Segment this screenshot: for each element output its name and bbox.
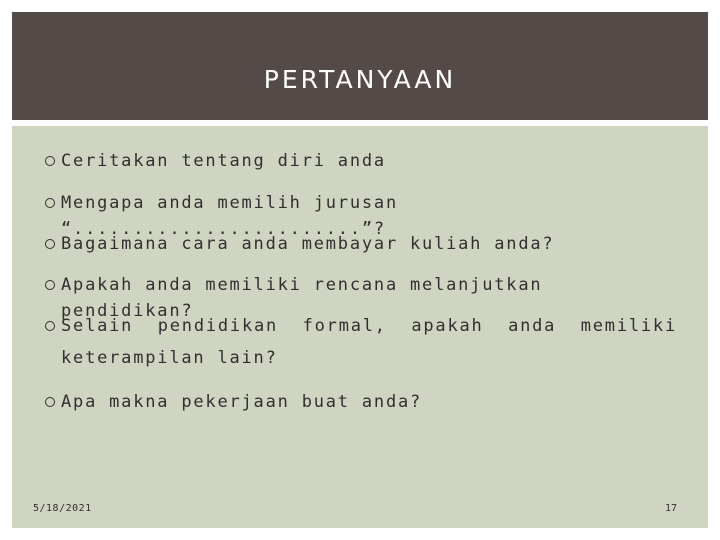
- slide-content: [12, 126, 708, 528]
- question-item: [45, 148, 685, 174]
- circle-bullet-icon: [45, 198, 55, 208]
- question-text: Bagaimana cara anda membayar kuliah anda?: [61, 234, 555, 254]
- circle-bullet-icon: [45, 280, 55, 290]
- question-text: Apakah anda memiliki rencana melanjutkan pendidikan?: [61, 275, 543, 321]
- question-text: Selain pendidikan formal, apakah anda memiliki: [61, 316, 677, 336]
- question-text: Apa makna pekerjaan buat anda?: [61, 392, 423, 412]
- slide-title: PERTANYAAN: [263, 65, 457, 94]
- circle-bullet-icon: [45, 397, 55, 407]
- slide-date: 5/18/2021: [33, 503, 92, 514]
- circle-bullet-icon: [45, 321, 55, 331]
- circle-bullet-icon: [45, 239, 55, 249]
- question-text-continued: keterampilan lain?: [61, 348, 278, 368]
- question-text: Mengapa anda memilih jurusan “........................”?: [61, 193, 398, 239]
- question-item: [45, 231, 685, 257]
- question-text: Ceritakan tentang diri anda: [61, 151, 386, 171]
- circle-bullet-icon: [45, 156, 55, 166]
- slide-page-number: 17: [664, 503, 677, 514]
- question-item: [45, 313, 677, 339]
- question-item: [45, 389, 685, 415]
- slide-header: [12, 12, 708, 120]
